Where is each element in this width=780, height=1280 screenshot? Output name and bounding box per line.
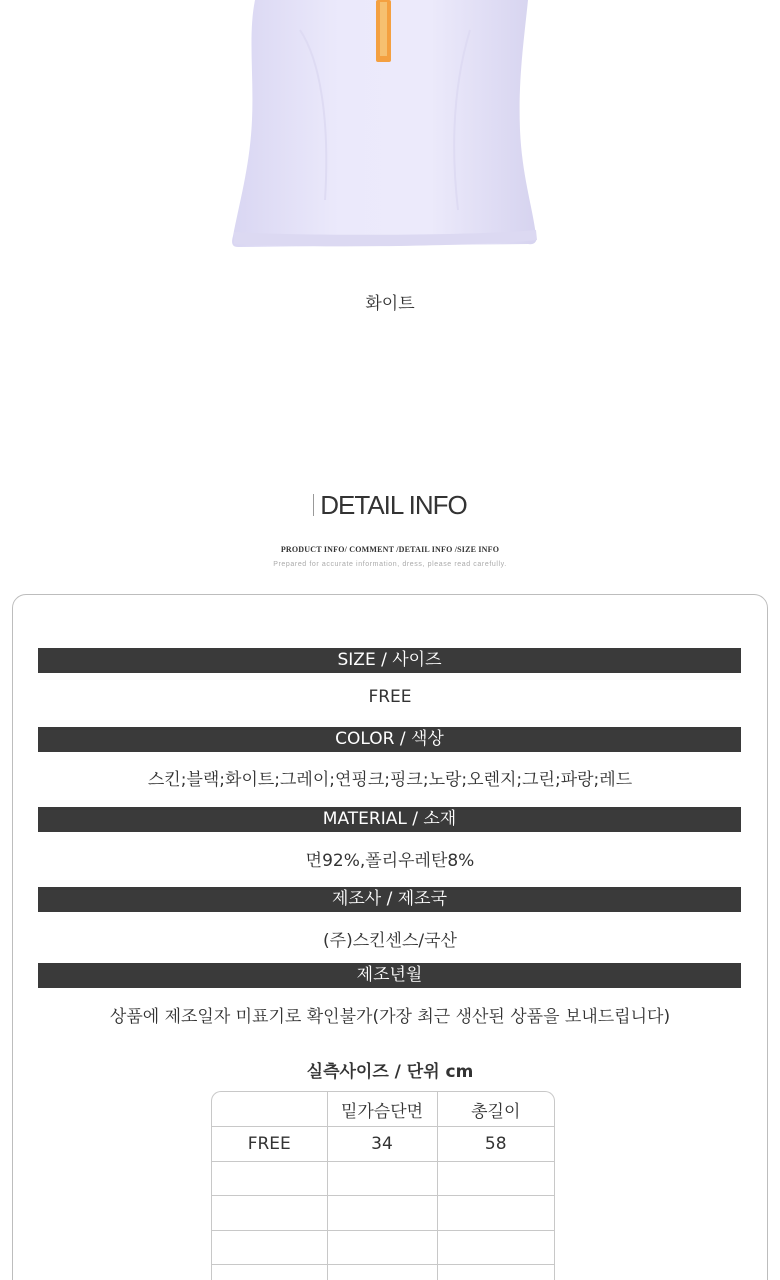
detail-note: Prepared for accurate information, dress, please read carefully. (273, 561, 507, 568)
table-row (212, 1127, 554, 1162)
table-cell (437, 1161, 554, 1196)
table-cell (437, 1230, 554, 1265)
title-divider (313, 494, 314, 516)
table-cell (327, 1265, 437, 1280)
size-table-title: 실측사이즈 / 단위 cm (306, 1062, 474, 1082)
table-cell (212, 1230, 327, 1265)
table-cell (327, 1230, 437, 1265)
detail-subtitle: PRODUCT INFO/ COMMENT /DETAIL INFO /SIZE INFO (280, 545, 500, 554)
table-row (212, 1161, 554, 1196)
table-cell (327, 1161, 437, 1196)
detail-title-wrap (0, 490, 780, 521)
manufacture-date-header: 제조년월 (38, 963, 741, 988)
header-cell (212, 1092, 327, 1127)
detail-info-header (0, 490, 780, 568)
size-table (211, 1091, 555, 1280)
table-cell (327, 1196, 437, 1231)
table-row (212, 1265, 554, 1280)
manufacturer-header: 제조사 / 제조국 (38, 887, 741, 912)
table-cell (212, 1161, 327, 1196)
table-cell: 58 (437, 1127, 554, 1162)
table-cell (212, 1196, 327, 1231)
table-cell: FREE (212, 1127, 327, 1162)
table-cell (212, 1265, 327, 1280)
detail-title: DETAIL INFO (320, 490, 467, 520)
size-header: SIZE / 사이즈 (38, 648, 741, 673)
color-caption: 화이트 (365, 294, 415, 314)
table-row (212, 1230, 554, 1265)
table-cell: 34 (327, 1127, 437, 1162)
product-photo (0, 0, 780, 270)
table-cell (437, 1265, 554, 1280)
table-cell (437, 1196, 554, 1231)
shirt-image (0, 0, 780, 270)
color-value: 스킨;블랙;화이트;그레이;연핑크;핑크;노랑;오렌지;그린;파랑;레드 (147, 770, 633, 790)
header-cell: 밑가슴단면 (327, 1092, 437, 1127)
table-row (212, 1196, 554, 1231)
manufacturer-value: (주)스킨센스/국산 (323, 931, 457, 951)
table-header-row (212, 1092, 554, 1127)
header-cell: 총길이 (437, 1092, 554, 1127)
manufacture-date-value: 상품에 제조일자 미표기로 확인불가(가장 최근 생산된 상품을 보내드립니다) (109, 1007, 671, 1027)
material-value: 면92%,폴리우레탄8% (305, 851, 475, 871)
color-header: COLOR / 색상 (38, 727, 741, 752)
material-header: MATERIAL / 소재 (38, 807, 741, 832)
size-value: FREE (368, 687, 412, 707)
